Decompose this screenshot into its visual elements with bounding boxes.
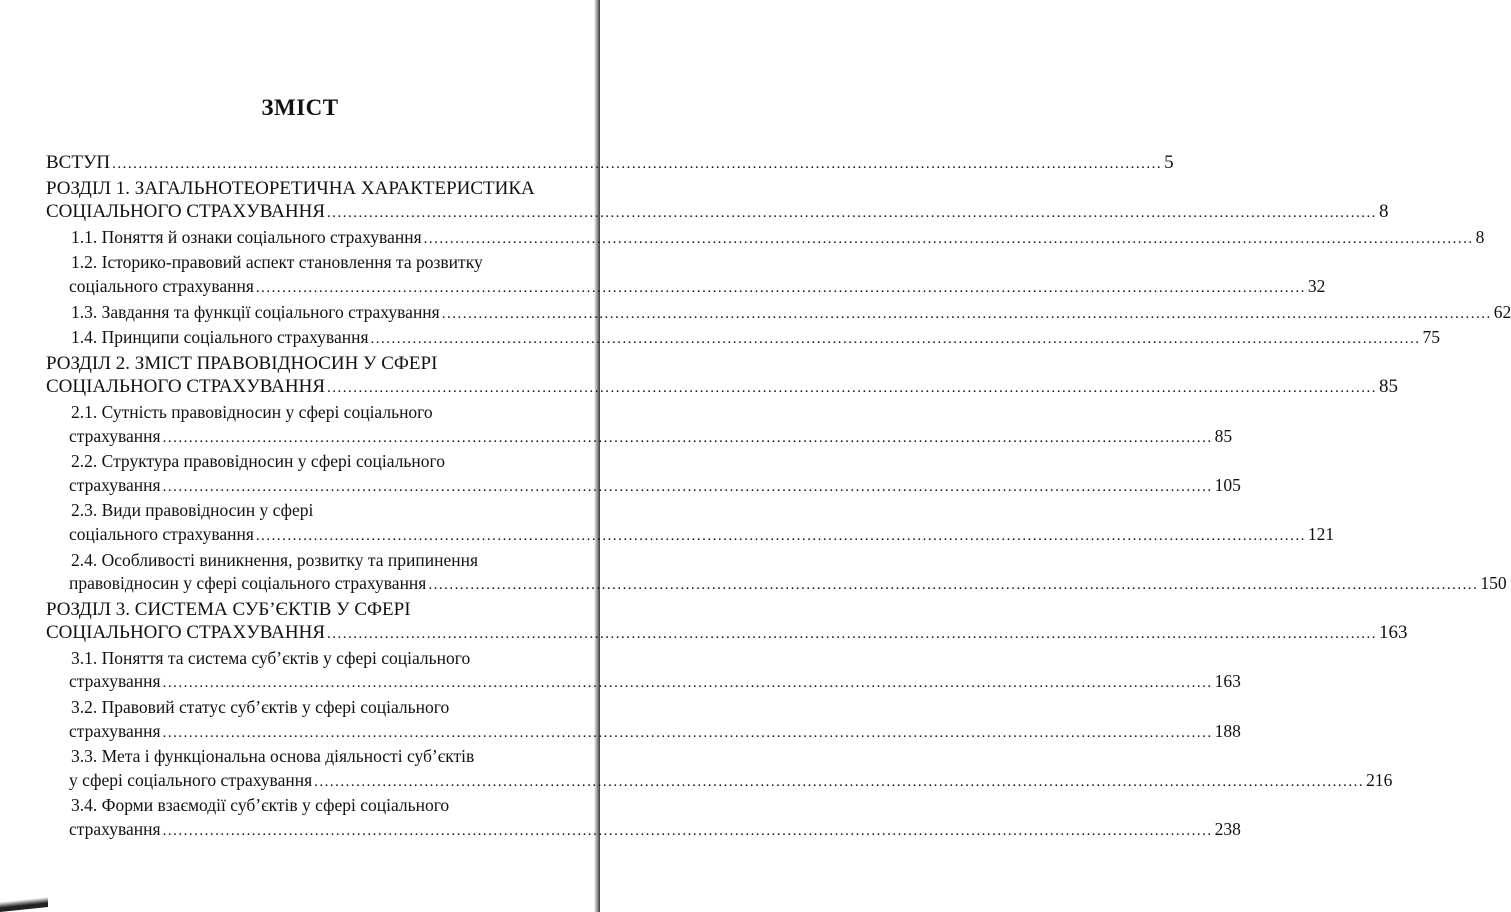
- toc-line: [46, 200, 1389, 226]
- dot-leader: [163, 476, 1213, 500]
- toc-line: [46, 401, 546, 425]
- toc-line: [46, 720, 1241, 746]
- toc-entry-text: СОЦІАЛЬНОГО СТРАХУВАННЯ: [46, 376, 326, 398]
- toc-entry-text: 1.4. Принципи соціального страхування: [71, 327, 369, 348]
- toc-entry-text: РОЗДІЛ 3. СИСТЕМА СУБ’ЄКТІВ У СФЕРІ: [46, 598, 411, 620]
- toc-entry-text: соціального страхування: [69, 523, 254, 544]
- toc-page-number: 75: [1422, 327, 1440, 348]
- toc-entry-text: 1.1. Поняття й ознаки соціального страхування: [71, 226, 422, 247]
- dot-leader: [327, 202, 1377, 226]
- dot-leader: [428, 574, 1478, 598]
- toc-entry-text: у сфері соціального страхування: [69, 769, 313, 790]
- toc-entry-text: СОЦІАЛЬНОГО СТРАХУВАННЯ: [46, 201, 326, 223]
- toc-page-number: 62: [1493, 301, 1511, 322]
- toc-line: [46, 499, 546, 523]
- toc-line: [46, 598, 546, 622]
- toc-page-number: 150: [1480, 573, 1507, 594]
- toc-line: [46, 425, 1233, 451]
- toc-page-number: 163: [1379, 622, 1408, 644]
- dot-leader: [424, 228, 1474, 252]
- toc-page-number: 85: [1379, 376, 1399, 398]
- toc-entry-text: страхування: [69, 474, 161, 495]
- toc-line: [46, 549, 546, 573]
- toc-entry-text: РОЗДІЛ 2. ЗМІСТ ПРАВОВІДНОСИН У СФЕРІ: [46, 352, 438, 374]
- dot-leader: [163, 722, 1213, 746]
- toc-entry-text: 2.1. Сутність правовідносин у сфері соціального: [71, 401, 433, 422]
- toc-line: [46, 151, 1174, 177]
- toc-page-number: 121: [1307, 523, 1335, 544]
- toc-page-number: 8: [1379, 201, 1389, 223]
- toc-entry-text: страхування: [69, 819, 161, 840]
- toc-entry-text: 2.2. Структура правовідносин у сфері соціального: [71, 451, 445, 472]
- toc-line: [46, 226, 1485, 252]
- toc-page-number: 105: [1214, 474, 1241, 495]
- table-of-contents: [46, 151, 1511, 844]
- dot-leader: [314, 771, 1364, 795]
- toc-entry-text: страхування: [69, 720, 161, 741]
- toc-entry-text: ВСТУП: [46, 152, 111, 173]
- toc-line: [46, 794, 546, 818]
- toc-line: [46, 696, 546, 720]
- toc-entry-text: соціального страхування: [69, 275, 254, 296]
- toc-line: [46, 375, 1399, 401]
- toc-line: [46, 352, 546, 376]
- toc-entry-text: РОЗДІЛ 1. ЗАГАЛЬНОТЕОРЕТИЧНА ХАРАКТЕРИСТИКА: [46, 177, 535, 199]
- toc-line: [46, 275, 1326, 301]
- toc-page-number: 85: [1214, 425, 1233, 446]
- toc-page-number: 238: [1214, 819, 1241, 840]
- dot-leader: [256, 277, 1306, 301]
- toc-page-number: 188: [1214, 720, 1241, 741]
- page-title: ЗМІСТ: [261, 95, 339, 120]
- toc-entry-text: СОЦІАЛЬНОГО СТРАХУВАННЯ: [46, 622, 326, 644]
- toc-entry-text: 2.4. Особливості виникнення, розвитку та припинення: [71, 549, 479, 570]
- toc-line: [46, 474, 1241, 500]
- toc-entry-text: 3.2. Правовий статус суб’єктів у сфері соціального: [71, 697, 450, 718]
- toc-page-number: 5: [1164, 152, 1174, 173]
- toc-line: [46, 251, 546, 275]
- dot-leader: [327, 623, 1377, 647]
- toc-entry-text: страхування: [69, 425, 161, 446]
- toc-entry-text: 1.3. Завдання та функції соціального страхування: [71, 301, 440, 322]
- toc-page-number: 163: [1214, 671, 1241, 692]
- page-corner-shadow: [0, 897, 48, 912]
- toc-entry-text: 2.3. Види правовідносин у сфері: [71, 500, 314, 521]
- toc-entry-text: 3.3. Мета і функціональна основа діяльності суб’єктів: [71, 746, 475, 767]
- toc-line: [46, 301, 1511, 327]
- toc-line: [46, 523, 1335, 549]
- dot-leader: [442, 303, 1492, 327]
- toc-entry-text: 1.2. Історико-правовий аспект становлення та розвитку: [71, 252, 483, 273]
- dot-leader: [112, 153, 1162, 177]
- toc-line: [46, 745, 546, 769]
- dot-leader: [327, 377, 1377, 401]
- toc-line: [46, 769, 1393, 795]
- dot-leader: [256, 525, 1306, 549]
- toc-line: [46, 818, 1241, 844]
- dot-leader: [371, 328, 1421, 352]
- toc-line: [46, 647, 546, 671]
- dot-leader: [163, 427, 1213, 451]
- toc-entry-text: 3.4. Форми взаємодії суб’єктів у сфері соціального: [71, 795, 450, 816]
- toc-line: [46, 670, 1241, 696]
- toc-entry-text: 3.1. Поняття та система суб’єктів у сфері соціального: [71, 647, 471, 668]
- toc-line: [46, 572, 1507, 598]
- toc-entry-text: страхування: [69, 671, 161, 692]
- toc-entry-text: правовідносин у сфері соціального страхування: [69, 573, 427, 594]
- toc-line: [46, 177, 546, 201]
- dot-leader: [163, 820, 1213, 844]
- toc-page-number: 8: [1475, 226, 1485, 247]
- toc-line: [46, 450, 546, 474]
- dot-leader: [163, 672, 1213, 696]
- toc-line: [46, 621, 1408, 647]
- toc-page-number: 216: [1366, 769, 1393, 790]
- toc-page-number: 32: [1307, 275, 1326, 296]
- toc-line: [46, 326, 1440, 352]
